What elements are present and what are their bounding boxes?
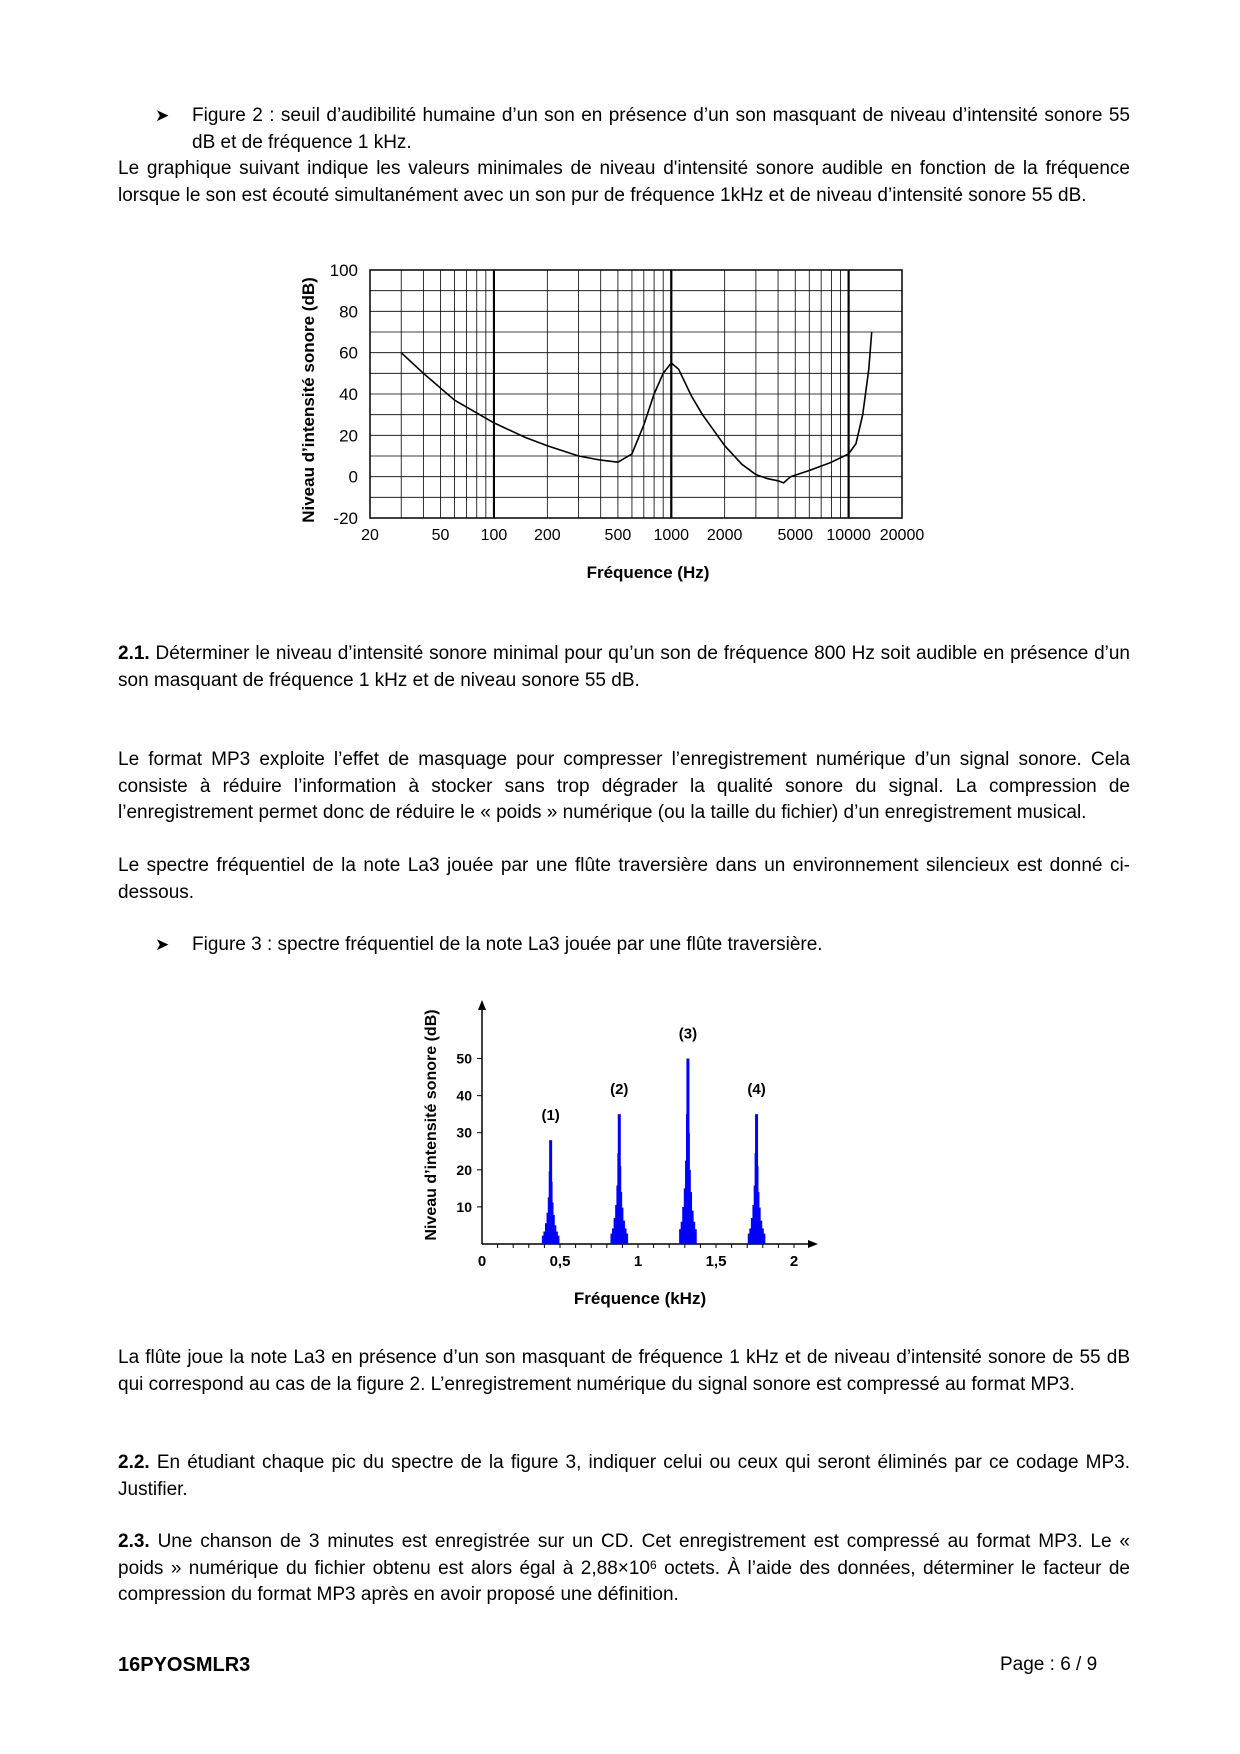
x-tick-label: 10000	[826, 527, 871, 544]
footer-page: Page : 6 / 9	[1000, 1654, 1098, 1675]
x-tick-label: 2000	[706, 527, 743, 544]
question-2-3-number: 2.3.	[118, 1531, 150, 1552]
y-tick-label: 10	[456, 1198, 472, 1215]
x-tick-label: 0	[477, 1253, 487, 1270]
spectrum-sideline	[695, 1229, 697, 1244]
y-tick-label: -20	[333, 509, 358, 528]
intro-paragraph: Le graphique suivant indique les valeurs minimales de niveau d'intensité sonore audible en fonction de la fréquence lorsque le son est écouté simultanément avec un son pur de fréquence 1kHz et de niveau d’intensité sonore 55 dB.	[118, 158, 1130, 206]
figure2-caption	[155, 103, 1130, 156]
y-tick-label: 20	[456, 1161, 472, 1178]
y-tick-label: 40	[339, 385, 358, 404]
peak-label: (3)	[678, 1025, 698, 1043]
figure3-chart	[410, 995, 830, 1315]
spectrum-paragraph: Le spectre fréquentiel de la note La3 jouée par une flûte traversière dans un environnement silencieux est donné ci-dessous.	[118, 855, 1130, 903]
peak-label: (4)	[747, 1081, 766, 1099]
y-tick-label: 100	[329, 261, 358, 280]
y-axis-arrow-icon	[478, 1000, 486, 1010]
question-2-1-text: Déterminer le niveau d’intensité sonore minimal pour qu’un son de fréquence 800 Hz soit audible en présence d’un son masquant de fréquence 1 kHz et de niveau sonore 55 dB.	[118, 643, 1130, 691]
y-tick-label: 20	[339, 426, 358, 446]
question-2-2	[118, 1450, 1130, 1503]
figure3-xlabel: Fréquence (kHz)	[573, 1289, 707, 1308]
spectrum-peak	[549, 1140, 552, 1244]
spectrum-peak	[686, 1059, 689, 1244]
figure3-caption	[155, 932, 1130, 959]
spectrum-peak	[755, 1114, 758, 1244]
flute-paragraph: La flûte joue la note La3 en présence d’un son masquant de fréquence 1 kHz et de niveau d’intensité sonore de 55 dB qui correspond au cas de la figure 2. L’enregistrement numérique du signal sonore est compressé au format MP3.	[118, 1347, 1130, 1395]
x-tick-label: 1,5	[705, 1253, 727, 1270]
y-tick-label: 60	[339, 343, 358, 363]
mp3-paragraph: Le format MP3 exploite l’effet de masquage pour compresser l’enregistrement numérique d’un signal sonore. Cela consiste à réduire l’information à stocker sans trop dégrader la qualité sonore du signal. La compression de l’enregistrement permet donc de réduire le « poids » numérique (ou la taille du fichier) d’un enregistrement musical.	[118, 749, 1130, 823]
question-2-3-text-a: Une chanson de 3 minutes est enregistrée sur un CD. Cet enregistrement est compressé au format MP3. Le « poids » numérique du fichier obtenu est alors égal à 2,88×10	[118, 1531, 1130, 1579]
footer-code: 16PYOSMLR3	[118, 1654, 251, 1676]
x-tick-label: 500	[604, 527, 632, 544]
question-2-2-number: 2.2.	[118, 1452, 150, 1473]
figure3-caption-text: Figure 3 : spectre fréquentiel de la note La3 jouée par une flûte traversière.	[192, 934, 823, 955]
y-tick-label: 30	[456, 1124, 472, 1141]
question-2-3	[118, 1529, 1130, 1609]
x-tick-label: 2	[789, 1253, 799, 1270]
arrow-bullet-icon: ➤	[155, 935, 170, 954]
question-2-3-text-b: octets. À l’aide des données, déterminer le facteur de compression du format MP3 après en avoir proposé une définition.	[118, 1557, 1130, 1605]
x-axis-arrow-icon	[808, 1240, 818, 1248]
figure2-xlabel: Fréquence (Hz)	[586, 563, 710, 582]
y-tick-label: 50	[456, 1050, 472, 1067]
x-tick-label: 20000	[879, 527, 925, 544]
spectrum-sideline	[626, 1234, 628, 1244]
peak-label: (2)	[610, 1081, 629, 1099]
figure2-caption-text: Figure 2 : seuil d’audibilité humaine d’un son en présence d’un son masquant de niveau d’intensité sonore 55 dB et de fréquence 1 kHz.	[192, 105, 1130, 153]
x-tick-label: 20	[361, 527, 379, 544]
figure3-ylabel: Niveau d’intensité sonore (dB)	[423, 1009, 440, 1241]
question-2-1-number: 2.1.	[118, 643, 150, 664]
spectrum-sideline	[763, 1234, 765, 1244]
x-tick-label: 0,5	[549, 1253, 571, 1270]
question-2-2-text: En étudiant chaque pic du spectre de la figure 3, indiquer celui ou ceux qui seront éliminés par ce codage MP3. Justifier.	[118, 1452, 1131, 1500]
y-tick-label: 0	[348, 467, 358, 487]
x-tick-label: 1	[633, 1253, 643, 1270]
figure2-chart	[280, 250, 960, 590]
question-2-3-exponent: 6	[650, 1557, 657, 1572]
peak-label: (1)	[541, 1107, 560, 1125]
x-tick-label: 200	[533, 527, 561, 544]
x-tick-label: 1000	[653, 527, 690, 544]
threshold-curve	[401, 332, 872, 483]
x-tick-label: 5000	[777, 527, 814, 544]
spectrum-sideline	[557, 1236, 559, 1244]
x-tick-label: 100	[480, 527, 508, 544]
y-tick-label: 80	[339, 302, 358, 322]
question-2-1	[118, 641, 1130, 694]
figure2-ylabel: Niveau d’intensité sonore (dB)	[299, 277, 318, 523]
y-tick-label: 40	[456, 1087, 472, 1104]
arrow-bullet-icon: ➤	[155, 106, 170, 125]
x-tick-label: 50	[431, 527, 450, 544]
spectrum-peak	[618, 1114, 621, 1244]
